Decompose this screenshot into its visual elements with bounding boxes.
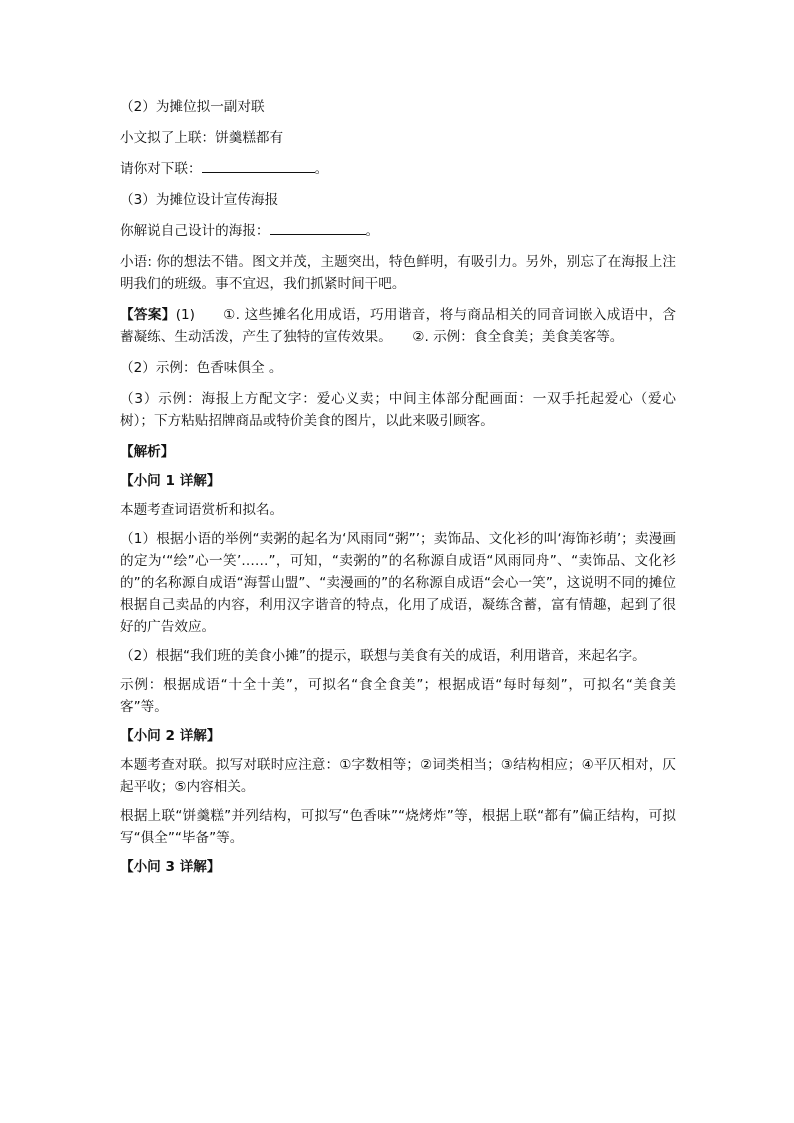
q2-paragraph-1: 本题考查对联。拟写对联时应注意：①字数相等；②词类相当；③结构相应；④平仄相对，仄起平收；⑤内容相关。 <box>120 757 676 795</box>
q1-heading: 【小问 1 详解】 <box>120 473 221 489</box>
poster-label: 你解说自己设计的海报： <box>120 223 270 239</box>
answer-label: 【答案】 <box>120 307 176 323</box>
lower-couplet-end: 。 <box>314 161 329 177</box>
analysis-heading: 【解析】 <box>120 444 175 460</box>
answer-2: （2）示例：色香味俱全 。 <box>120 360 283 376</box>
q1-paragraph-1: （1）根据小语的举例“卖粥的起名为‘风雨同“粥”’；卖饰品、文化衫的叫‘海饰衫萌’；卖漫画的定为‘“绘”心一笑’……”，可知，“卖粥的”的名称源自成语“风雨同舟”、“卖饰品、文化衫的”的名称源自成语“海誓山盟”、“卖漫画的”的名称源自成语“会心一笑”，这说明不同的摊位根据自己卖品的内容，利用汉字谐音的特点，化用了成语，凝练含蓄，富有情趣，起到了很好的广告效应。 <box>120 531 676 635</box>
lower-couplet-label: 请你对下联： <box>120 161 202 177</box>
q1-intro: 本题考查词语赏析和拟名。 <box>120 502 284 518</box>
q2-heading: 【小问 2 详解】 <box>120 728 221 744</box>
poster-blank[interactable] <box>270 220 366 235</box>
q1-paragraph-3: 示例：根据成语“十全十美”，可拟名“食全食美”；根据成语“每时每刻”，可拟名“美食美客”等。 <box>120 677 676 715</box>
answer-1-text: (1) ①. 这些摊名化用成语，巧用谐音，将与商品相关的同音词嵌入成语中，含蓄凝练、生动活泼，产生了独特的宣传效果。 ②. 示例：食全食美；美食美客等。 <box>120 307 676 345</box>
task-2-heading: （2）为摊位拟一副对联 <box>120 99 265 115</box>
q2-paragraph-2: 根据上联“饼羹糕”并列结构，可拟写“色香味”“烧烤炸”等，根据上联“都有”偏正结构，可拟写“俱全”“毕备”等。 <box>120 808 676 846</box>
poster-prompt <box>120 220 676 242</box>
q3-heading: 【小问 3 详解】 <box>120 859 221 875</box>
lower-couplet-blank[interactable] <box>202 158 315 173</box>
poster-end: 。 <box>365 223 380 239</box>
q1-paragraph-2: （2）根据“我们班的美食小摊”的提示，联想与美食有关的成语，利用谐音，来起名字。 <box>120 648 646 664</box>
upper-couplet-line: 小文拟了上联：饼羹糕都有 <box>120 130 284 146</box>
task-3-heading: （3）为摊位设计宣传海报 <box>120 192 279 208</box>
xiaoyu-comment: 小语: 你的想法不错。图文并茂，主题突出，特色鲜明，有吸引力。另外，别忘了在海报上注明我们的班级。事不宜迟，我们抓紧时间干吧。 <box>120 254 676 292</box>
answer-1 <box>120 304 676 348</box>
document-page <box>120 96 676 878</box>
lower-couplet-prompt <box>120 158 676 180</box>
answer-3: （3）示例：海报上方配文字：爱心义卖；中间主体部分配画面：一双手托起爱心（爱心树）；下方粘贴招牌商品或特价美食的图片，以此来吸引顾客。 <box>120 391 676 429</box>
